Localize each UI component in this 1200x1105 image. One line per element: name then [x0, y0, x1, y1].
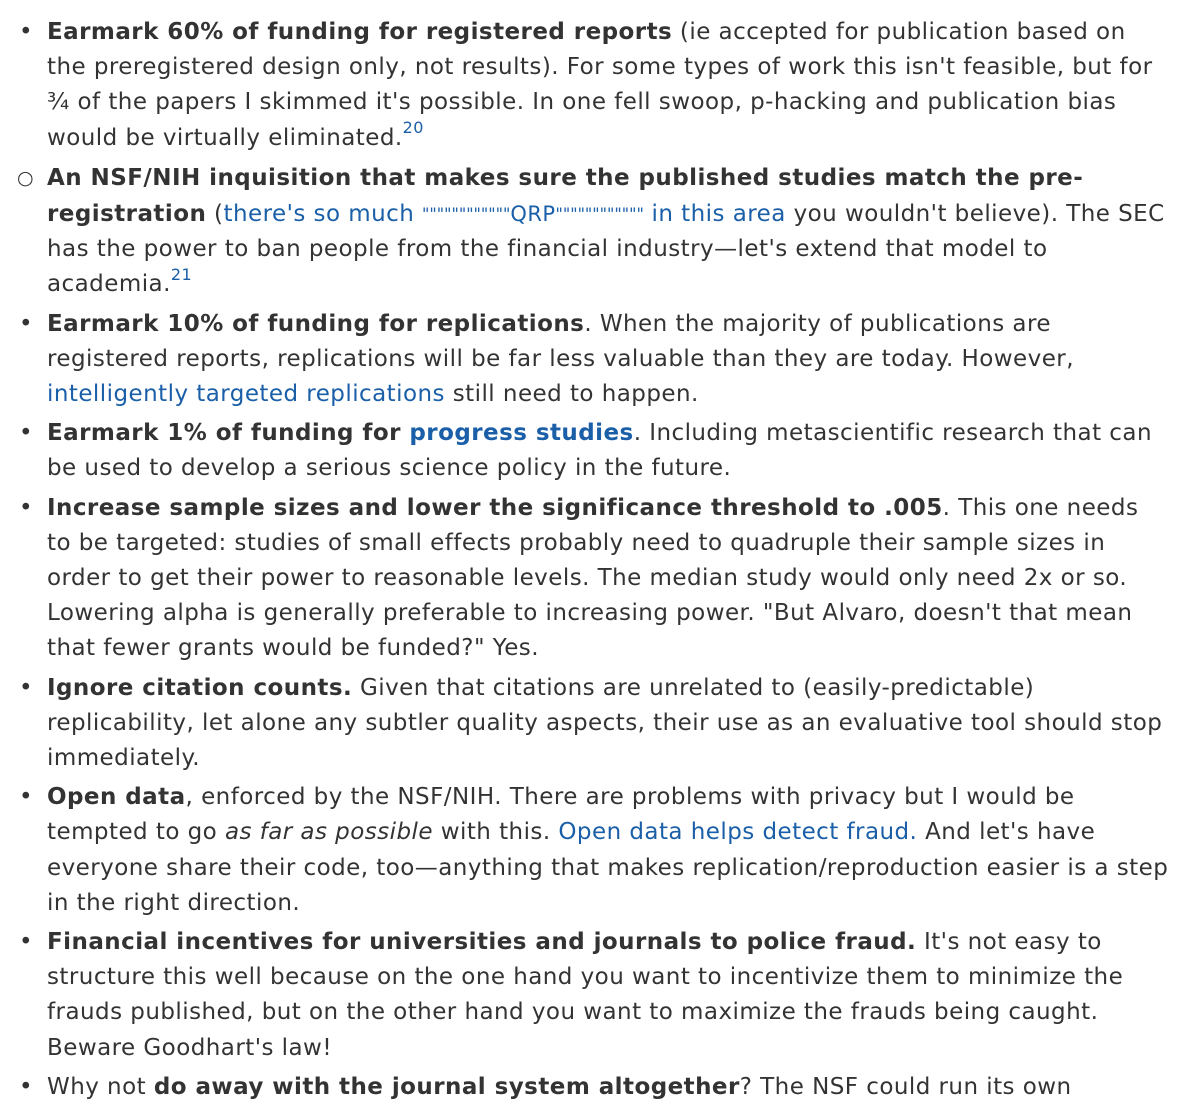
- item-text: . This one needs to be targeted: studies of small effects probably need to quadruple their sample sizes in order to get their power to reasonable levels. The median study would only need 2x or so. Lowering alpha is generally preferable to increasing power. "But Alvaro, doesn't that mean that fewer grants would be funded?" Yes.: [47, 494, 1139, 662]
- item-heading: Earmark 60% of funding for registered reports: [47, 19, 673, 45]
- list-item: [17, 15, 1170, 303]
- item-text: Why not: [47, 1073, 154, 1100]
- item-heading: Increase sample sizes and lower the significance threshold to .005: [47, 494, 943, 521]
- item-text: It's not easy to structure this well because on the one hand you want to incentivize them to minimize the frauds published, but on the other hand you want to maximize the frauds being caught. Beware Goodhart's law!: [47, 929, 1124, 1061]
- bullet-icon: •: [19, 929, 34, 956]
- item-emphasis: as far as possible: [224, 819, 433, 846]
- qrp-link[interactable]: [223, 201, 785, 227]
- bullet-icon: •: [19, 420, 34, 447]
- list-item: [19, 1070, 1170, 1105]
- sub-list-item: [17, 161, 1170, 303]
- item-text: still need to happen.: [444, 381, 699, 408]
- quote-marks-left: """""""""""": [422, 204, 511, 224]
- quote-marks-right: """""""""""": [555, 204, 644, 224]
- sub-bullet-icon: ○: [17, 166, 35, 189]
- item-heading: Open data: [47, 784, 186, 811]
- item-text: with this.: [432, 819, 559, 846]
- item-text: Given that citations are unrelated to (easily-predictable) replicability, let alone any subtler quality aspects, their use as an evaluative tool should stop immediately.: [47, 674, 1163, 772]
- replications-link[interactable]: intelligently targeted replications: [47, 381, 445, 408]
- bullet-icon: •: [19, 310, 34, 337]
- qrp-link-text-1: there's so much: [223, 201, 423, 228]
- footnote-link[interactable]: 20: [402, 117, 424, 137]
- item-heading: Earmark 10% of funding for replications: [47, 310, 585, 337]
- paren-text: (: [206, 201, 224, 228]
- bullet-icon: •: [19, 784, 34, 811]
- list-item: [19, 671, 1170, 777]
- sub-item-text: you wouldn't believe). The SEC has the power to ban people from the financial industry—let's extend that model to academia.: [47, 201, 1165, 298]
- bullet-icon: •: [19, 19, 34, 45]
- item-text: (ie accepted for publication based on the preregistered design only, not results). For some types of work this isn't feasible, but for ¾ of the papers I skimmed it's possible. In one fell swoop, p-hacking and publication bias would be virtually eliminated.: [47, 19, 1153, 151]
- item-heading: Ignore citation counts.: [47, 674, 353, 701]
- list-item: [19, 491, 1170, 667]
- item-text: And let's have everyone share their code, too—anything that makes replication/reproduction easier is a step in the right direction.: [47, 819, 1169, 916]
- item-heading: Financial incentives for universities and journals to police fraud.: [47, 929, 917, 956]
- item-text: ? The NSF could run its own: [739, 1073, 1072, 1100]
- footnote-link[interactable]: 21: [170, 264, 193, 284]
- qrp-link-text-2: in this area: [643, 201, 786, 228]
- sub-item-heading: An NSF/NIH inquisition that makes sure the published studies match the pre-registration: [47, 164, 1084, 228]
- bullet-icon: •: [19, 1073, 34, 1100]
- item-heading: do away with the journal system altogether: [153, 1073, 740, 1100]
- list-item: [19, 780, 1170, 921]
- list-item: [19, 416, 1170, 486]
- sub-list: [17, 161, 1170, 303]
- list-item: [19, 307, 1170, 413]
- item-text: . Including metascientific research that can be used to develop a serious science policy in the future.: [47, 420, 1152, 482]
- item-text: . When the majority of publications are registered reports, replications will be far less valuable than they are today. However,: [47, 310, 1074, 372]
- bullet-icon: •: [19, 494, 34, 521]
- progress-studies-link-text: progress studies: [409, 420, 634, 447]
- list-item: [19, 925, 1170, 1066]
- progress-studies-link[interactable]: [409, 420, 633, 446]
- item-text: , enforced by the NSF/NIH. There are problems with privacy but I would be tempted to go: [47, 784, 1075, 846]
- qrp-link-abbrev: QRP: [510, 202, 556, 227]
- bullet-icon: •: [19, 674, 34, 701]
- open-data-link[interactable]: Open data helps detect fraud.: [558, 819, 918, 846]
- item-heading: Earmark 1% of funding for: [47, 420, 410, 447]
